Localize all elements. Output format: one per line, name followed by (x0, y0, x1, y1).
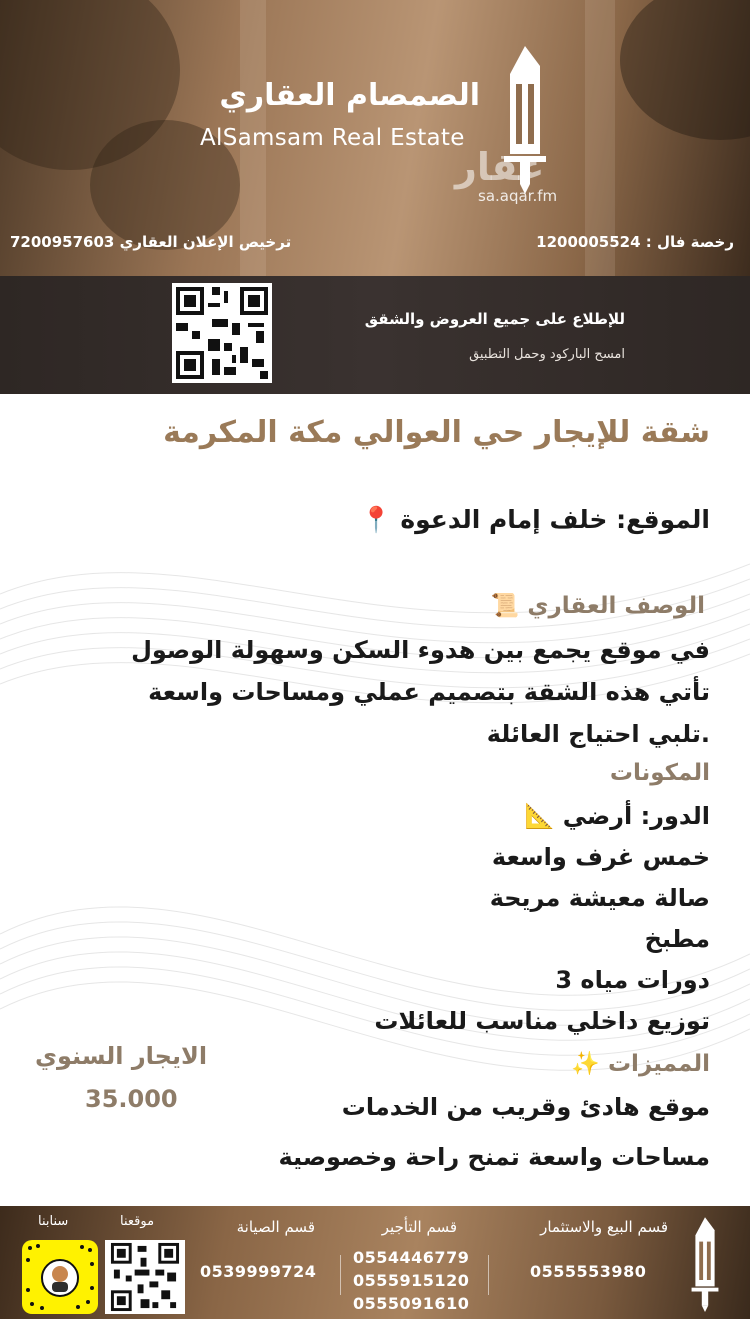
brand-name-english: AlSamsam Real Estate (200, 125, 465, 151)
feature-item: موقع هادئ وقريب من الخدمات (341, 1093, 710, 1121)
website-label: موقعنا (120, 1214, 155, 1229)
scan-banner (0, 276, 750, 394)
app-qr-code-icon[interactable] (172, 283, 272, 383)
component-item: مطبخ (644, 925, 710, 953)
footer-divider (340, 1255, 341, 1295)
component-item: دورات مياه 3 (555, 966, 710, 994)
description-line: تأتي هذه الشقة بتصميم عملي ومساحات واسعة (148, 678, 710, 706)
description-heading: الوصف العقاري 📜 (490, 593, 705, 619)
rental-phone[interactable]: 0555091610 (353, 1294, 470, 1313)
snapchat-label: سنابنا (38, 1214, 69, 1229)
component-item: صالة معيشة مريحة (489, 884, 710, 912)
listing-title: شقة للإيجار حي العوالي مكة المكرمة (163, 415, 710, 450)
snapchat-ghost-icon (22, 1240, 98, 1314)
description-line: .تلبي احتياج العائلة (486, 720, 710, 748)
description-line: في موقع يجمع بين هدوء السكن وسهولة الوصول (131, 636, 710, 664)
website-qr-code-icon[interactable] (105, 1240, 185, 1314)
sales-phone[interactable]: 0555553980 (530, 1262, 647, 1281)
feature-item: مساحات واسعة تمنح راحة وخصوصية (278, 1143, 710, 1171)
rental-phone[interactable]: 0555915120 (353, 1271, 470, 1290)
component-item: توزيع داخلي مناسب للعائلات (374, 1007, 710, 1035)
aqar-watermark-logo: عقار (455, 145, 545, 189)
listing-location: الموقع: خلف إمام الدعوة 📍 (360, 505, 710, 534)
scan-banner-heading: للإطلاع على جميع العروض والشقق (364, 310, 625, 328)
fal-license-number: رخصة فال : 1200005524 (536, 233, 734, 251)
ad-license-number: ترخيص الإعلان العقاري 7200957603 (10, 233, 292, 251)
footer-divider (488, 1255, 489, 1295)
sword-building-logo-icon (688, 1216, 722, 1312)
maintenance-phone[interactable]: 0539999724 (200, 1262, 317, 1281)
component-item: الدور: أرضي 📐 (524, 802, 710, 830)
component-item: خمس غرف واسعة (491, 843, 710, 871)
brand-name-arabic: الصمصام العقاري (219, 78, 480, 113)
aqar-watermark-url: sa.aqar.fm (478, 187, 558, 205)
components-heading: المكونات (609, 760, 710, 786)
annual-rent-value: 35.000 (85, 1085, 178, 1113)
sales-department-heading: قسم البيع والاستثمار (540, 1218, 668, 1236)
rental-phone[interactable]: 0554446779 (353, 1248, 470, 1267)
scan-banner-subtext: امسح الباركود وحمل التطبيق (469, 347, 625, 362)
snapchat-code[interactable] (22, 1240, 98, 1314)
features-heading: المميزات ✨ (571, 1051, 710, 1077)
maintenance-department-heading: قسم الصيانة (236, 1218, 315, 1236)
rental-department-heading: قسم التأجير (381, 1218, 457, 1236)
annual-rent-label: الايجار السنوي (35, 1042, 208, 1070)
background-foliage (620, 0, 750, 140)
